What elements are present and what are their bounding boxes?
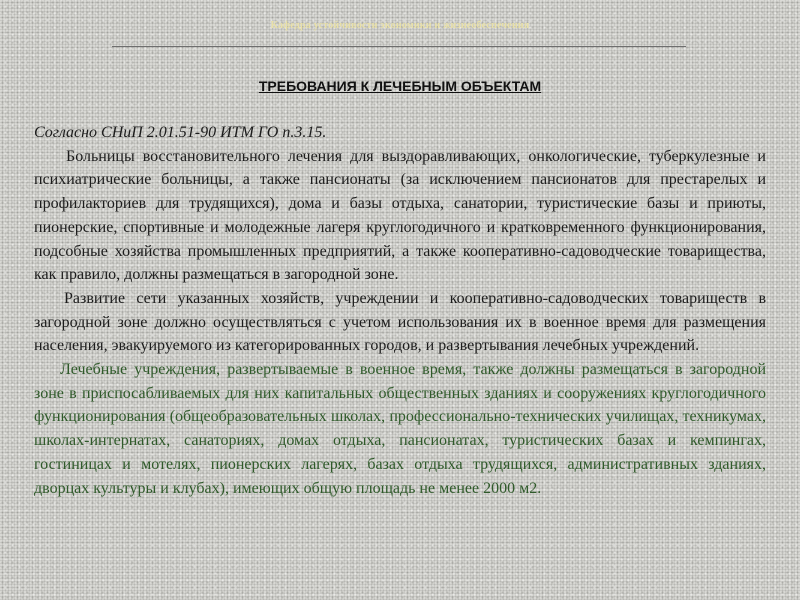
document-body xyxy=(34,121,766,500)
source-reference: Согласно СНиП 2.01.51-90 ИТМ ГО п.3.15. xyxy=(34,124,327,141)
paragraph-3: Лечебные учреждения, развертываемые в военное время, также должны размещаться в загородной зоне в приспосабливаемых для них капитальных общественных зданиях и сооружениях круглогодичного функционирования (общеобразовательных школах, профессионально-технических училищах, техникумах, школах-интернатах, санаториях, домах отдыха, пансионатах, туристических базах и кемпингах, гостиницах и мотелях, пионерских лагерях, базах отдыха трудящихся, административных зданиях, дворцах культуры и клубах), имеющих общую площадь не менее 2000 м2. xyxy=(34,361,766,497)
paragraph-2: Развитие сети указанных хозяйств, учреждении и кооперативно-садоводческих товариществ в загородной зоне должно осуществляться с учетом использования их в военное время для размещения населения, эвакуируемого из категорированных городов, и развертывания лечебных учреждений. xyxy=(34,289,766,355)
header-divider xyxy=(112,46,686,47)
department-header: Кафедра устойчивости экономики и жизнеобеспечения xyxy=(270,20,530,31)
page-title: ТРЕБОВАНИЯ К ЛЕЧЕБНЫМ ОБЪЕКТАМ xyxy=(258,78,542,94)
paragraph-1: Больницы восстановительного лечения для выздоравливающих, онкологические, туберкулезные и психиатрические больницы, а также пансионаты (за исключением пансионатов для престарелых и профилакториев для трудящихся), дома и базы отдыха, санатории, туристические базы и приюты, пионерские, спортивные и молодежные лагеря круглогодичного и кратковременного функционирования, подсобные хозяйства промышленных предприятий, а также кооперативно-садоводческие товарищества, как правило, должны размещаться в загородной зоне. xyxy=(34,147,766,284)
